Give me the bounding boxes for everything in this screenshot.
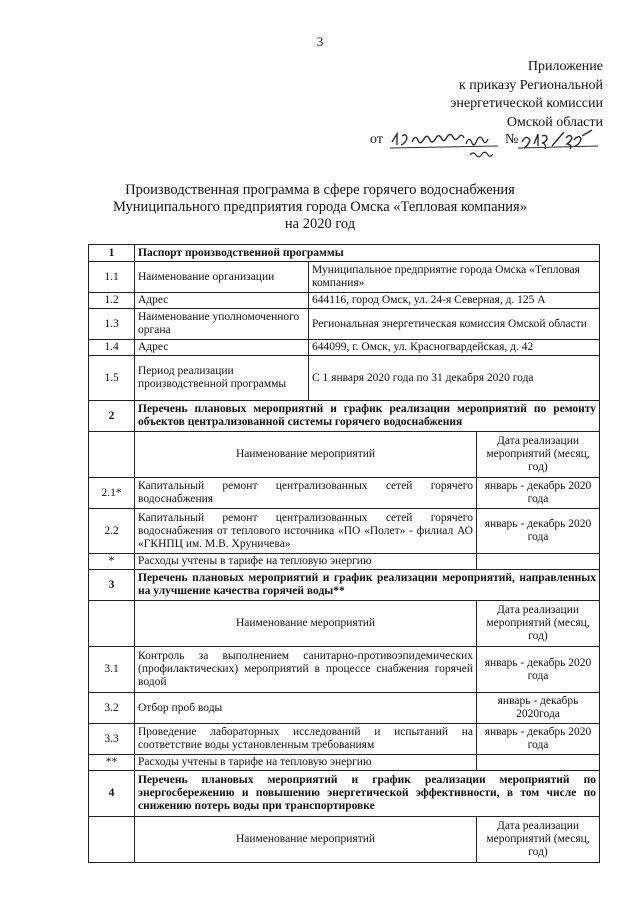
measure-date: январь - декабрь 2020года [477,693,600,724]
measure-date: январь - декабрь 2020 года [477,647,600,693]
page-number: 3 [316,34,324,49]
row-number: 2.1* [89,478,135,509]
order-date-line [370,128,610,162]
document-title [0,182,640,233]
section-number: 2 [89,401,135,432]
table-row [89,724,600,755]
row-label: Адрес [135,293,309,309]
row-number: 2.2 [89,509,135,554]
measure-name: Проведение лабораторных исследований и испытаний на соответствие воды установленным требованиям [135,724,477,755]
note-mark: ** [89,755,135,771]
appendix-block [450,58,603,132]
section-title: Перечень плановых мероприятий и график реализации мероприятий, направленных на улучшение качества горячей воды** [135,570,600,601]
section-title: Перечень плановых мероприятий и график реализации мероприятий по энергосбережению и повышению энергетической эффективности, в том числе по снижению потерь воды при транспортировке [135,771,600,817]
note-row [89,554,600,570]
table-row [89,509,600,554]
row-number: 1.3 [89,309,135,340]
section-title: Перечень плановых мероприятий и график реализации мероприятий по ремонту объектов централизованной системы горячего водоснабжения [135,401,600,432]
measure-name: Отбор проб воды [135,693,477,724]
empty-cell [89,432,135,478]
measure-name: Капитальный ремонт централизованных сетей горячего водоснабжения от теплового источника «ПО «Полет» - филиал АО «ГКНПЦ им. М.В. Хруничева» [135,509,477,554]
row-number: 3.2 [89,693,135,724]
appendix-line: энергетической комиссии [450,96,603,111]
empty-cell [89,817,135,863]
measure-date: январь - декабрь 2020 года [477,509,600,554]
table-row [89,647,600,693]
measure-name: Капитальный ремонт централизованных сетей горячего водоснабжения [135,478,477,509]
row-number: 1.1 [89,262,135,293]
row-value: Региональная энергетическая комиссия Омской области [309,309,600,340]
section-number: 1 [89,245,135,262]
measure-name: Контроль за выполнением санитарно-противоэпидемических (профилактических) мероприятий в процессе снабжения горячей водой [135,647,477,693]
table-row [89,309,600,340]
title-line: на 2020 год [284,216,356,232]
section-number: 3 [89,570,135,601]
row-label: Адрес [135,340,309,356]
table-row [89,693,600,724]
column-header-name: Наименование мероприятий [135,817,477,863]
empty-cell [477,554,600,570]
row-number: 1.2 [89,293,135,309]
measure-date: январь - декабрь 2020 года [477,478,600,509]
program-table [88,244,600,863]
section-number: 4 [89,771,135,817]
section-header-row [89,771,600,817]
table-row [89,356,600,401]
table-row [89,478,600,509]
measure-date: январь - декабрь 2020 года [477,724,600,755]
empty-cell [89,601,135,647]
row-value: 644099, г. Омск, ул. Красногвардейская, д. 42 [309,340,600,356]
date-prefix: от [370,132,383,147]
table-row [89,293,600,309]
title-line: Муниципального предприятия города Омска «Тепловая компания» [113,199,527,215]
section-header-row [89,245,600,262]
table-row [89,340,600,356]
section-header-row [89,401,600,432]
row-number: 1.4 [89,340,135,356]
handwritten-date-signature [370,128,610,162]
row-value: С 1 января 2020 года по 31 декабря 2020 года [309,356,600,401]
row-number: 3.1 [89,647,135,693]
column-header-row [89,432,600,478]
number-prefix: № [505,132,519,147]
empty-cell [477,755,600,771]
column-header-name: Наименование мероприятий [135,601,477,647]
note-text: Расходы учтены в тарифе на тепловую энергию [135,554,477,570]
column-header-date: Дата реализации мероприятий (месяц, год) [477,601,600,647]
column-header-row [89,817,600,863]
column-header-name: Наименование мероприятий [135,432,477,478]
column-header-date: Дата реализации мероприятий (месяц, год) [477,432,600,478]
section-title: Паспорт производственной программы [135,245,600,262]
note-mark: * [89,554,135,570]
row-label: Наименование уполномоченного органа [135,309,309,340]
appendix-line: Приложение [527,59,603,74]
column-header-date: Дата реализации мероприятий (месяц, год) [477,817,600,863]
appendix-line: к приказу Региональной [458,77,603,93]
note-row [89,755,600,771]
row-number: 1.5 [89,356,135,401]
section-header-row [89,570,600,601]
note-text: Расходы учтены в тарифе на тепловую энергию [135,755,477,771]
row-label: Период реализации производственной программы [135,356,309,401]
appendix-line: Омской области [506,114,603,130]
title-line: Производственная программа в сфере горячего водоснабжения [125,182,515,198]
table-row [89,262,600,293]
row-value: 644116, город Омск, ул. 24-я Северная, д. 125 А [309,293,600,309]
row-label: Наименование организации [135,262,309,293]
row-number: 3.3 [89,724,135,755]
column-header-row [89,601,600,647]
row-value: Муниципальное предприятие города Омска «Тепловая компания» [309,262,600,293]
